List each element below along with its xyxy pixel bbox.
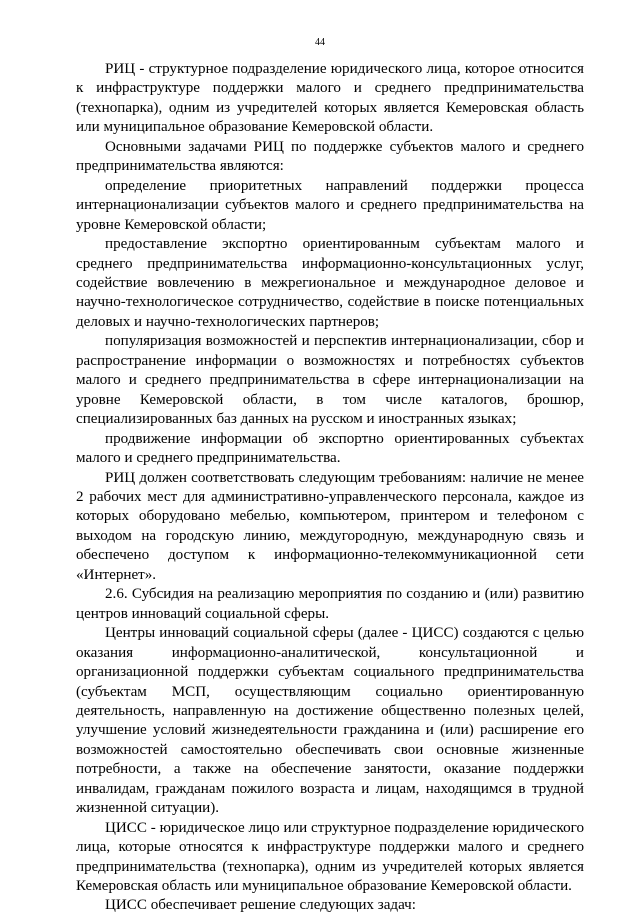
paragraph-section-2-6: 2.6. Субсидия на реализацию мероприятия по созданию и (или) развитию центров инноваций социальной сферы. [76,586,584,622]
paragraph-task-popularization: популяризация возможностей и перспектив интернационализации, сбор и распространение информации о возможностях и потребностях субъектов малого и среднего предпринимательства в сфере интернационализации на уровне Кемеровской области, в том числе каталогов, брошюр, специализированных баз данных на русском и иностранных языках; [76,333,584,428]
paragraph-task-consulting: предоставление экспортно ориентированным субъектам малого и среднего предпринимательства информационно-консультационных услуг, содействие вовлечению в межрегиональное и международное деловое и научно-технологическое сотрудничество, содействие в поиске потенциальных деловых и научно-технологических партнеров; [76,236,584,330]
paragraph-ric-requirements: РИЦ должен соответствовать следующим требованиям: наличие не менее 2 рабочих мест для административно-управленческого персонала, каждое из которых оборудовано мебелью, компьютером, принтером и телефоном с выходом на городскую линию, междугородную, международную связь и обеспечено доступом к информационно-телекоммуникационной сети «Интернет». [76,469,584,583]
page-number: 44 [315,37,325,48]
paragraph-ciss-tasks-intro: ЦИСС обеспечивает решение следующих задач: [105,897,416,914]
paragraph-ric-definition: РИЦ - структурное подразделение юридического лица, которое относится к инфраструктуре поддержки малого и среднего предпринимательства (технопарка), одним из учредителей которых является Кемеровская область или муниципальное образование Кемеровской области. [76,61,584,136]
paragraph-task-promotion: продвижение информации об экспортно ориентированных субъектах малого и среднего предпринимательства. [76,430,584,467]
paragraph-ric-tasks-intro: Основными задачами РИЦ по поддержке субъектов малого и среднего предпринимательства являются: [76,138,584,175]
paragraph-ciss-definition: ЦИСС - юридическое лицо или структурное подразделение юридического лица, которые относятся к инфраструктуре поддержки малого и среднего предпринимательства (технопарка), одним из учредителей которых является Кемеровская область или муниципальное образование Кемеровской области. [76,819,584,895]
body-text [76,60,584,916]
paragraph-task-priorities: определение приоритетных направлений поддержки процесса интернационализации субъектов малого и среднего предпринимательства на уровне Кемеровской области; [76,177,584,233]
paragraph-ciss-purpose: Центры инноваций социальной сферы (далее - ЦИСС) создаются с целью оказания информационно-аналитической, консультационной и организационной поддержки субъектам социального предпринимательства (субъектам МСП, осуществляющим социально ориентированную деятельность, направленную на достижение общественно полезных целей, улучшение условий жизнедеятельности гражданина и (или) расширение его возможностей самостоятельно обеспечивать свои основные жизненные потребности, а также на обеспечение занятости, оказание поддержки инвалидам, гражданам пожилого возраста и лицам, находящимся в трудной жизненной ситуации). [76,625,584,817]
